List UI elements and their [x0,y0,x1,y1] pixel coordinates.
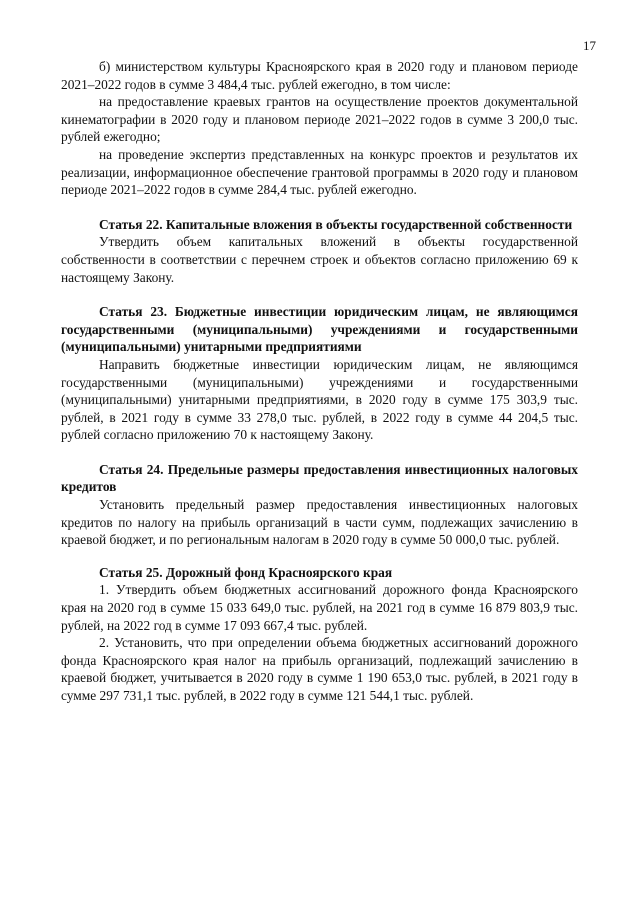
article-24-heading: Статья 24. Предельные размеры предоставления инвестиционных налоговых кредитов [61,461,578,495]
article-25-paragraph-2: 2. Установить, что при определении объема бюджетных ассигнований дорожного фонда Красноярского края налог на прибыль организаций, подлежащий зачислению в краевой бюджет, учитывается в 2020 году в сумме 1 190 653,0 тыс. рублей, в 2021 году в сумме 297 731,1 тыс. рублей, в 2022 году в сумме 121 544,1 тыс. рублей. [61,635,578,703]
article-24 [61,461,578,549]
intro-paragraph-expertise: на проведение экспертиз представленных на конкурс проектов и результатов их реализации, информационное обеспечение грантовой программы в 2020 году и плановом периоде 2021–2022 годов в сумме 284,4 тыс. рублей ежегодно. [61,146,578,198]
article-25-paragraph-1: 1. Утвердить объем бюджетных ассигнований дорожного фонда Красноярского края на 2020 год в сумме 15 033 649,0 тыс. рублей, на 2021 год в сумме 16 879 803,9 тыс. рублей, на 2022 год в сумме 17 093 667,4 тыс. рублей. [61,582,578,633]
article-23-paragraph: Направить бюджетные инвестиции юридическим лицам, не являющимся государственными (муниципальными) учреждениями и государственными (муниципальными) унитарными предприятиями, в 2020 году в сумме 175 303,9 тыс. рублей, в 2021 году в сумме 33 278,0 тыс. рублей, в 2022 году в сумме 44 204,5 тыс. рублей согласно приложению 70 к настоящему Закону. [61,356,578,443]
page-number: 17 [583,38,596,53]
article-22-paragraph: Утвердить объем капитальных вложений в объекты государственной собственности в соответствии с перечнем строек и объектов согласно приложению 69 к настоящему Закону. [61,234,578,285]
document-page [61,0,578,705]
section-gap [61,444,578,461]
article-24-paragraph: Установить предельный размер предоставления инвестиционных налоговых кредитов по налогу на прибыль организаций в части сумм, подлежащих зачислению в краевой бюджет, и по региональным налогам в 2020 году в сумме 50 000,0 тыс. рублей. [61,497,578,548]
article-22 [61,216,578,286]
intro-paragraph-grants: на предоставление краевых грантов на осуществление проектов документальной кинематографии в 2020 году и плановом периоде 2021–2022 годов в сумме 3 200,0 тыс. рублей ежегодно; [61,94,578,145]
article-22-heading: Статья 22. Капитальные вложения в объекты государственной собственности [99,216,573,232]
article-23-heading: Статья 23. Бюджетные инвестиции юридическим лицам, не являющимся государственными (муниципальными) учреждениями и государственными (муниципальными) унитарными предприятиями [61,304,578,355]
article-23 [61,303,578,444]
section-gap [61,199,578,216]
article-25-heading: Статья 25. Дорожный фонд Красноярского края [99,564,393,580]
intro-section [61,58,578,199]
section-gap [61,286,578,303]
intro-paragraph-ministry: б) министерством культуры Красноярского края в 2020 году и плановом периоде 2021–2022 годов в сумме 3 484,4 тыс. рублей ежегодно, в том числе: [61,59,578,92]
article-25 [61,564,578,705]
section-gap [61,549,578,564]
